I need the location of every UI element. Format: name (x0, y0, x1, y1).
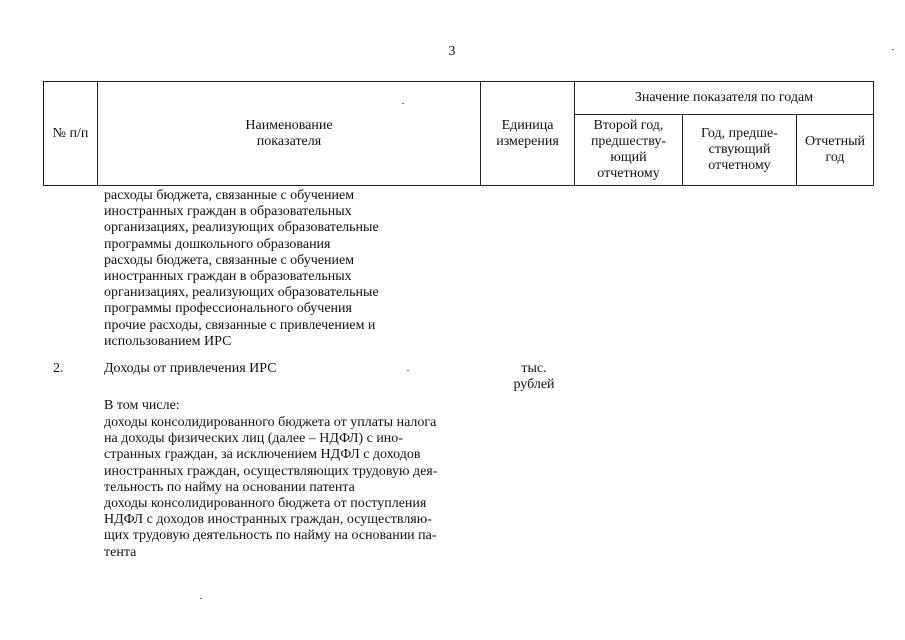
header-second-year: Второй год, предшеству- ющий отчетному (590, 118, 667, 181)
header-num: № п/п (52, 125, 89, 141)
scan-speck (200, 598, 202, 599)
scan-speck (407, 370, 409, 371)
page-number: 3 (448, 44, 456, 59)
header-prev-year: Год, предше- ствующий отчетному (701, 126, 778, 173)
row-2-unit: тыс. рублей (513, 361, 555, 393)
row-2-number: 2. (53, 361, 64, 376)
row-2-including: В том числе: (104, 398, 180, 413)
scan-speck (402, 103, 404, 104)
row-2-details: доходы консолидированного бюджета от уплаты налога на доходы физических лиц (далее – НДФЛ) с ино- странных граждан, за исключением НДФЛ с доходов иностранных граждан, осуществляющих трудовую дея- тельность по найму на основании патента доходы консолидированного бюджета от поступления НДФЛ с доходов иностранных граждан, осуществляю- щих трудовую деятельность по найму на основании па- тента (104, 415, 438, 560)
table-header (43, 81, 874, 186)
header-report-year: Отчетный год (805, 134, 865, 165)
scan-speck (892, 49, 894, 50)
row-2-title: Доходы от привлечения ИРС (104, 361, 277, 376)
row-1-expenses: расходы бюджета, связанные с обучением иностранных граждан в образовательных организациях, реализующих образовательные программы дошкольного образования расходы бюджета, связанные с обучением иностранных граждан в образовательных организациях, реализующих образовательные программы профессионального обучения прочие расходы, связанные с привлечением и использованием ИРС (104, 188, 379, 349)
header-values-group: Значение показателя по годам (634, 90, 814, 105)
header-unit: Единица измерения (496, 117, 559, 149)
header-name: Наименование показателя (245, 117, 333, 149)
